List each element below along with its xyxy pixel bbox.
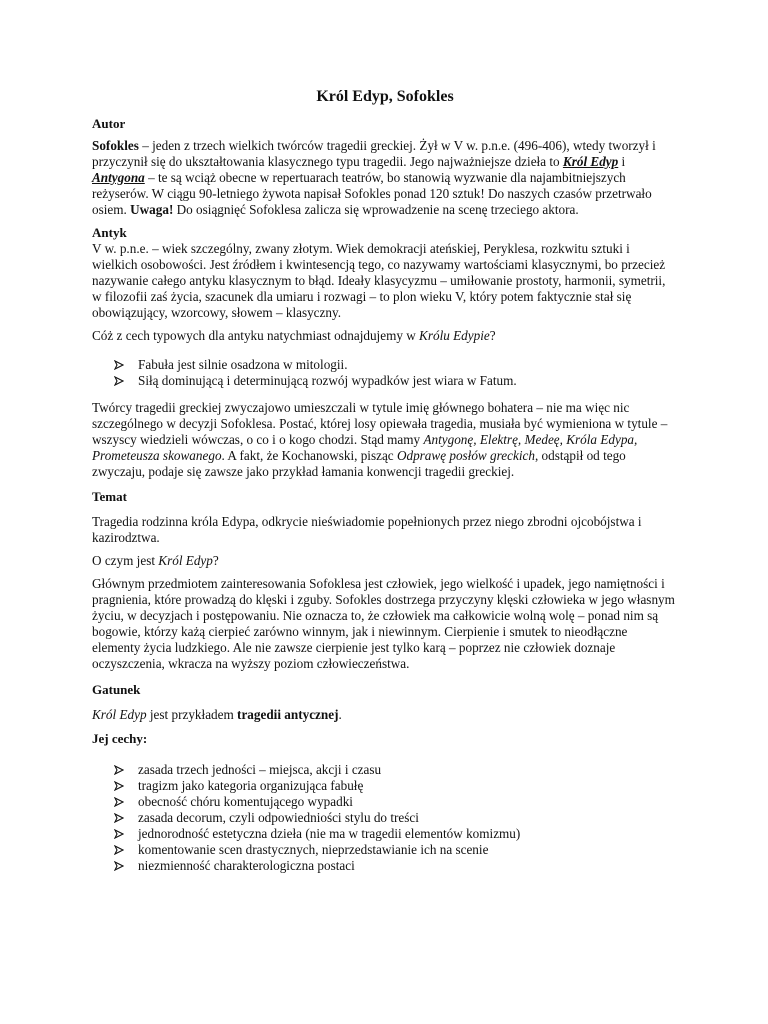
list-item: tragizm jako kategoria organizująca fabułę (114, 778, 678, 794)
subheading-cechy: Jej cechy: (92, 731, 148, 746)
list-item: zasada trzech jedności – miejsca, akcji i czasu (114, 762, 678, 778)
temat-question: O czym jest Król Edyp? (92, 553, 219, 568)
arrow-bullet-icon (114, 781, 124, 791)
autor-paragraph: Sofokles – jeden z trzech wielkich twórców tragedii greckiej. Żył w V w. p.n.e. (496-406), wtedy tworzył i przyczynił się do ukształtowania klasycznego typu tragedii. Jego najważniejsze dzieła to Król Edyp i Antygona – te są wciąż obecne w repertuarach teatrów, bo stanowią wyzwanie dla najambitniejszych reżyserów. W ciągu 90-letniego żywota napisał Sofokles ponad 120 sztuk! Do naszych czasów przetrwało osiem. Uwaga! Do osiągnięć Sofoklesa zalicza się wprowadzenie na scenę trzeciego aktora. (92, 138, 656, 217)
work-title: Królu Edypie (419, 328, 490, 343)
arrow-bullet-icon (114, 797, 124, 807)
antyk-paragraph: V w. p.n.e. – wiek szczególny, zwany złotym. Wiek demokracji ateńskiej, Peryklesa, rozkwitu sztuki i wielkich osobowości. Jest źródłem i kwintesencją tego, co nazywamy wartościami klasycznymi, bo przecież nazywanie całego antyku klasycznym to błąd. Ideały klasycyzmu – umiłowanie prostoty, harmonii, symetrii, w filozofii zaś życia, szacunek dla umiaru i rozwagi – to plon wieku V, który potem faktycznie stał się obowiązujący, wzorcowy, słowem – klasyczny. (92, 241, 666, 320)
section-heading-autor: Autor (92, 116, 126, 131)
section-heading-gatunek: Gatunek (92, 682, 141, 697)
document-title: Król Edyp, Sofokles (316, 88, 454, 105)
antyk-question: Cóż z cech typowych dla antyku natychmiast odnajdujemy w Królu Edypie? (92, 328, 496, 343)
list-item: Fabuła jest silnie osadzona w mitologii. (114, 357, 678, 373)
antyk-titles-paragraph: Twórcy tragedii greckiej zwyczajowo umieszczali w tytule imię głównego bohatera – nie ma więc nic szczególnego w decyzji Sofoklesa. Postać, której losy opiewała tragedia, musiała być wymieniona w tytule – wszyscy wiedzieli wówczas, o co i o kogo chodzi. Stąd mamy Antygonę, Elektrę, Medeę, Króla Edypa, Prometeusza skowanego. A fakt, że Kochanowski, pisząc Odprawę posłów greckich, odstąpił od tego zwyczaju, podaje się zawsze jako przykład łamania konwencji tragedii greckiej. (92, 400, 668, 479)
work-title-antygona: Antygona (92, 170, 145, 185)
antyk-bullet-list (92, 357, 678, 389)
arrow-bullet-icon (114, 360, 124, 370)
arrow-bullet-icon (114, 861, 124, 871)
section-heading-temat: Temat (92, 489, 127, 504)
arrow-bullet-icon (114, 845, 124, 855)
cechy-bullet-list (92, 762, 678, 874)
work-title-krol-edyp: Król Edyp (562, 154, 619, 169)
section-heading-antyk: Antyk (92, 225, 127, 240)
list-item: komentowanie scen drastycznych, nieprzedstawianie ich na scenie (114, 842, 678, 858)
gatunek-paragraph: Król Edyp jest przykładem tragedii antycznej. (92, 707, 342, 722)
work-title: Król Edyp (158, 553, 213, 568)
list-item: Siłą dominującą i determinującą rozwój wypadków jest wiara w Fatum. (114, 373, 678, 389)
arrow-bullet-icon (114, 376, 124, 386)
work-titles: Antygonę, Elektrę, Medeę, Króla Edypa, Prometeusza skowanego (92, 432, 638, 463)
genre-emphasis: tragedii antycznej (237, 707, 339, 722)
author-name: Sofokles (92, 138, 139, 153)
arrow-bullet-icon (114, 813, 124, 823)
list-item: zasada decorum, czyli odpowiedniości stylu do treści (114, 810, 678, 826)
temat-body-paragraph: Głównym przedmiotem zainteresowania Sofoklesa jest człowiek, jego wielkość i upadek, jego namiętności i pragnienia, które prowadzą do klęski i zguby. Sofokles dostrzega przyczyny klęski człowieka w jego własnym życiu, w decyzjach i postępowaniu. Nie oznacza to, że człowiek ma całkowicie wolną wolę – ponad nim są bogowie, którzy każą cierpieć zarówno winnym, jak i niewinnym. Cierpienie i smutek to nieodłączne elementy życia ludzkiego. Ale nie zawsze cierpienie jest tylko karą – poprzez nie człowiek doznaje oczyszczenia, wkracza na wyższy poziom człowieczeństwa. (92, 576, 675, 671)
list-item: niezmienność charakterologiczna postaci (114, 858, 678, 874)
work-title: Król Edyp (92, 707, 147, 722)
temat-paragraph: Tragedia rodzinna króla Edypa, odkrycie nieświadomie popełnionych przez niego zbrodni ojcobójstwa i kazirodztwa. (92, 514, 642, 545)
arrow-bullet-icon (114, 829, 124, 839)
arrow-bullet-icon (114, 765, 124, 775)
work-title: Odprawę posłów greckich (396, 448, 535, 463)
uwaga-emphasis: Uwaga! (130, 202, 174, 217)
list-item: obecność chóru komentującego wypadki (114, 794, 678, 810)
list-item: jednorodność estetyczna dzieła (nie ma w tragedii elementów komizmu) (114, 826, 678, 842)
